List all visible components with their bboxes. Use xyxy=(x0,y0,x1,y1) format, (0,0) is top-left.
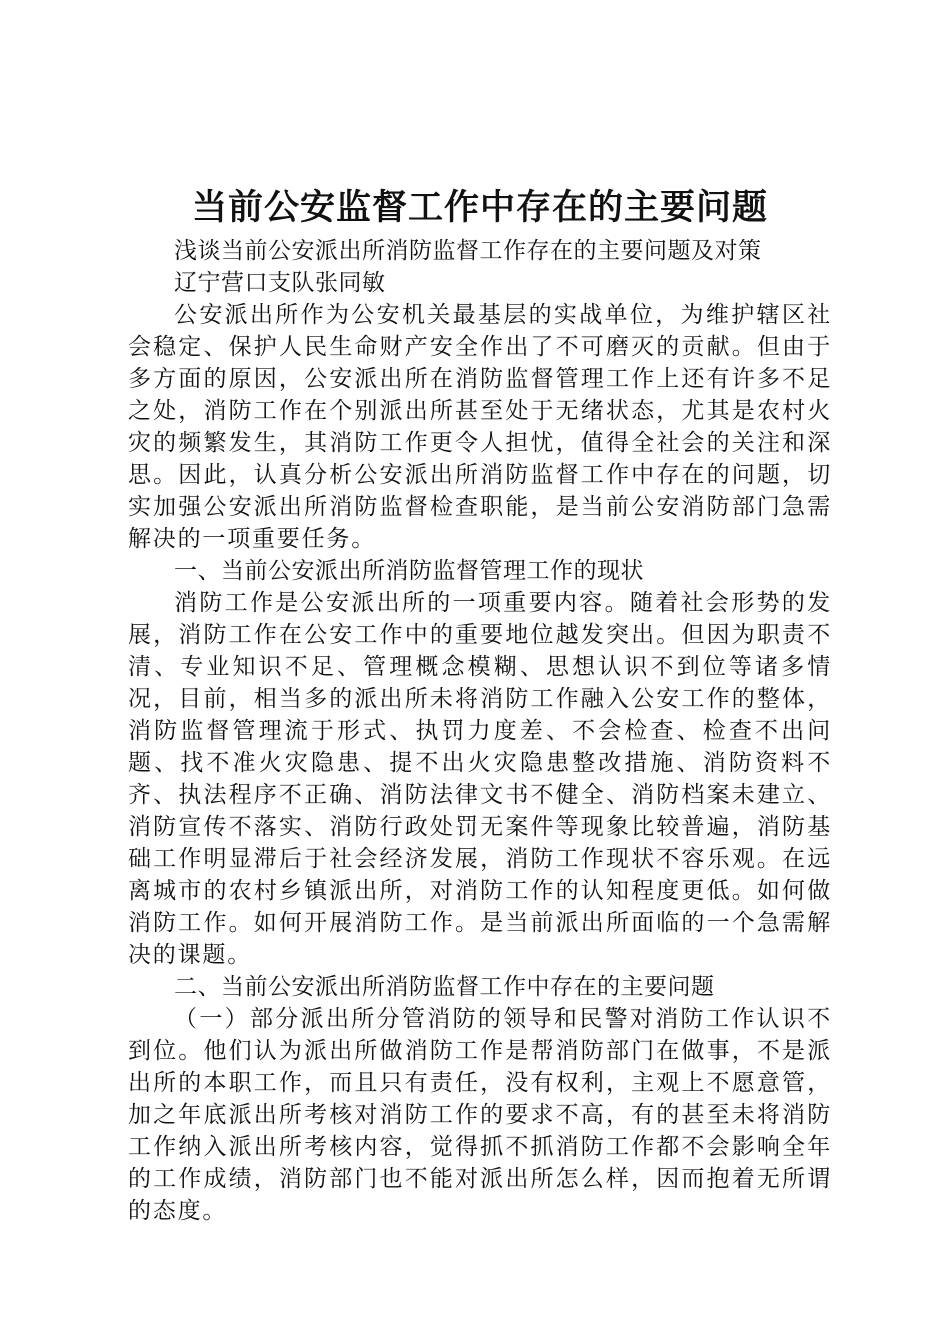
paragraph-problem-1: （一）部分派出所分管消防的领导和民警对消防工作认识不到位。他们认为派出所做消防工作是帮消防部门在做事，不是派出所的本职工作，而且只有责任，没有权利，主观上不愿意管，加之年底派出所考核对消防工作的要求不高，有的甚至未将消防工作纳入派出所考核内容，觉得抓不抓消防工作都不会影响全年的工作成绩，消防部门也不能对派出所怎么样，因而抱着无所谓的态度。 xyxy=(128,1006,832,1224)
document-subtitle: 浅谈当前公安派出所消防监督工作存在的主要问题及对策 xyxy=(174,238,762,264)
document-title: 当前公安监督工作中存在的主要问题 xyxy=(191,188,768,228)
document-author: 辽宁营口支队张同敏 xyxy=(174,270,386,296)
paragraph-status: 消防工作是公安派出所的一项重要内容。随着社会形势的发展，消防工作在公安工作中的重要地位越发突出。但因为职责不清、专业知识不足、管理概念模糊、思想认识不到位等诸多情况，目前，相当多的派出所未将消防工作融入公安工作的整体，消防监督管理流于形式、执罚力度差、不会检查、检查不出问题、找不准火灾隐患、提不出火灾隐患整改措施、消防资料不齐、执法程序不正确、消防法律文书不健全、消防档案未建立、消防宣传不落实、消防行政处罚无案件等现象比较普遍，消防基础工作明显滞后于社会经济发展，消防工作现状不容乐观。在远离城市的农村乡镇派出所，对消防工作的认知程度更低。如何做消防工作。如何开展消防工作。是当前派出所面临的一个急需解决的课题。 xyxy=(128,590,832,968)
section-heading-2: 二、当前公安派出所消防监督工作中存在的主要问题 xyxy=(174,974,715,1000)
section-heading-1: 一、当前公安派出所消防监督管理工作的现状 xyxy=(174,558,644,584)
document-page xyxy=(128,183,832,1227)
paragraph-intro: 公安派出所作为公安机关最基层的实战单位，为维护辖区社会稳定、保护人民生命财产安全作出了不可磨灭的贡献。但由于多方面的原因，公安派出所在消防监督管理工作上还有许多不足之处，消防工作在个别派出所甚至处于无绪状态，尤其是农村火灾的频繁发生，其消防工作更令人担忧，值得全社会的关注和深思。因此，认真分析公安派出所消防监督工作中存在的问题，切实加强公安派出所消防监督检查职能，是当前公安消防部门急需解决的一项重要任务。 xyxy=(128,302,832,552)
